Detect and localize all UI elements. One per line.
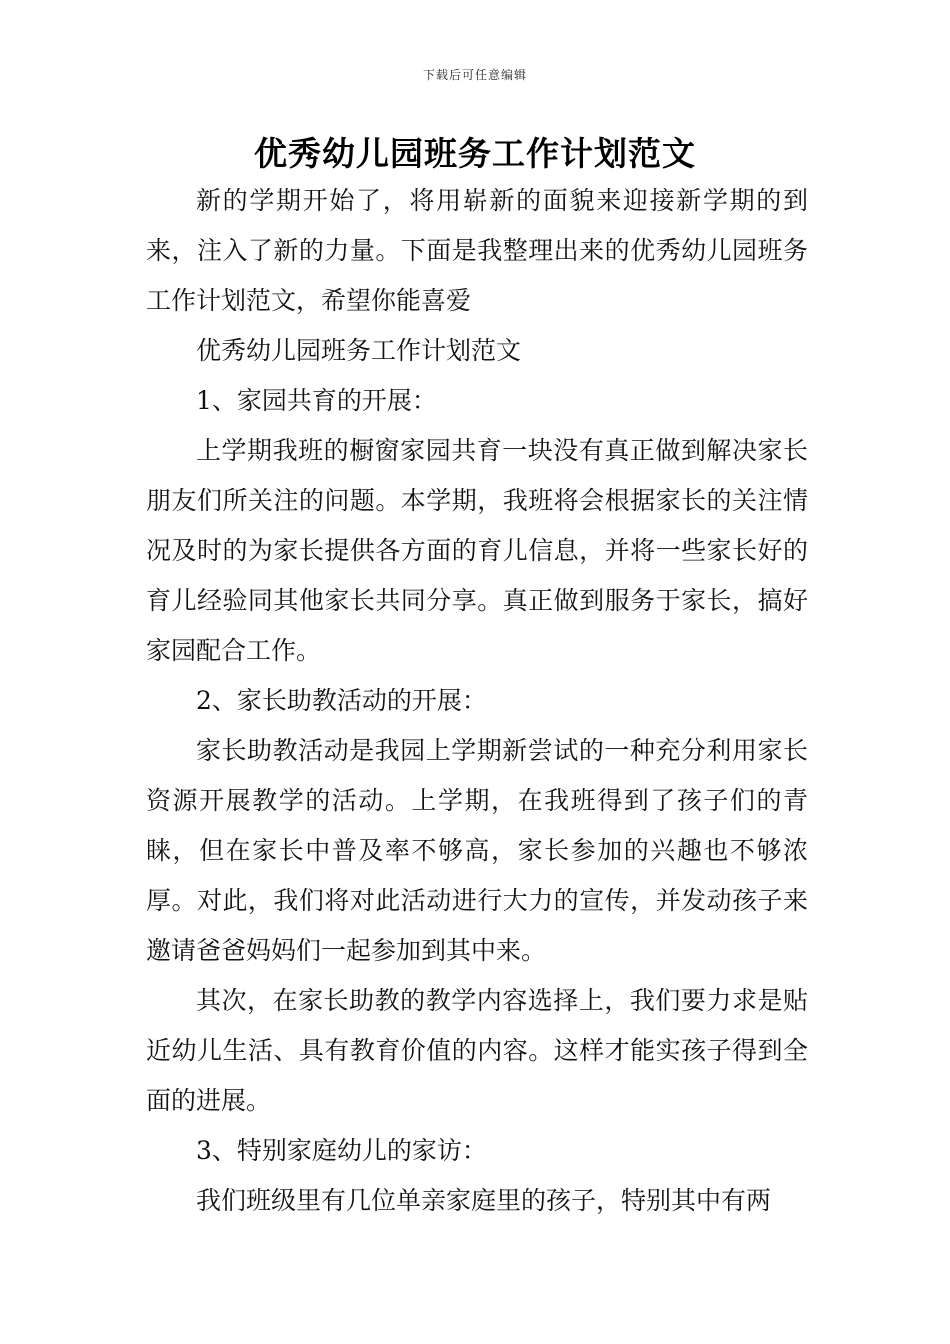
section-1-paragraph: 上学期我班的橱窗家园共育一块没有真正做到解决家长朋友们所关注的问题。本学期，我班将会根据家长的关注情况及时的为家长提供各方面的育儿信息，并将一些家长好的育儿经验同其他家长共同分享。真正做到服务于家长，搞好家园配合工作。: [146, 436, 808, 665]
document-title: 优秀幼儿园班务工作计划范文: [254, 134, 696, 173]
section-heading-1: 1、家园共育的开展：: [196, 386, 437, 415]
section-heading-3: 3、特别家庭幼儿的家访：: [196, 1136, 487, 1165]
section-2-paragraph-2: 其次，在家长助教的教学内容选择上，我们要力求是贴近幼儿生活、具有教育价值的内容。这样才能实孩子得到全面的进展。: [146, 986, 808, 1115]
section-heading-2: 2、家长助教活动的开展：: [196, 686, 487, 715]
section-3-paragraph: 我们班级里有几位单亲家庭里的孩子，特别其中有两: [196, 1186, 772, 1215]
section-2-paragraph-1: 家长助教活动是我园上学期新尝试的一种充分利用家长资源开展教学的活动。上学期，在我班得到了孩子们的青睐，但在家长中普及率不够高，家长参加的兴趣也不够浓厚。对此，我们将对此活动进行大力的宣传，并发动孩子来邀请爸爸妈妈们一起参加到其中来。: [146, 736, 808, 965]
document-body: [146, 176, 808, 1226]
subtitle-paragraph: 优秀幼儿园班务工作计划范文: [196, 336, 522, 365]
header-note: 下载后可任意编辑: [422, 68, 527, 82]
intro-paragraph: 新的学期开始了，将用崭新的面貌来迎接新学期的到来，注入了新的力量。下面是我整理出来的优秀幼儿园班务工作计划范文，希望你能喜爱: [146, 186, 808, 315]
